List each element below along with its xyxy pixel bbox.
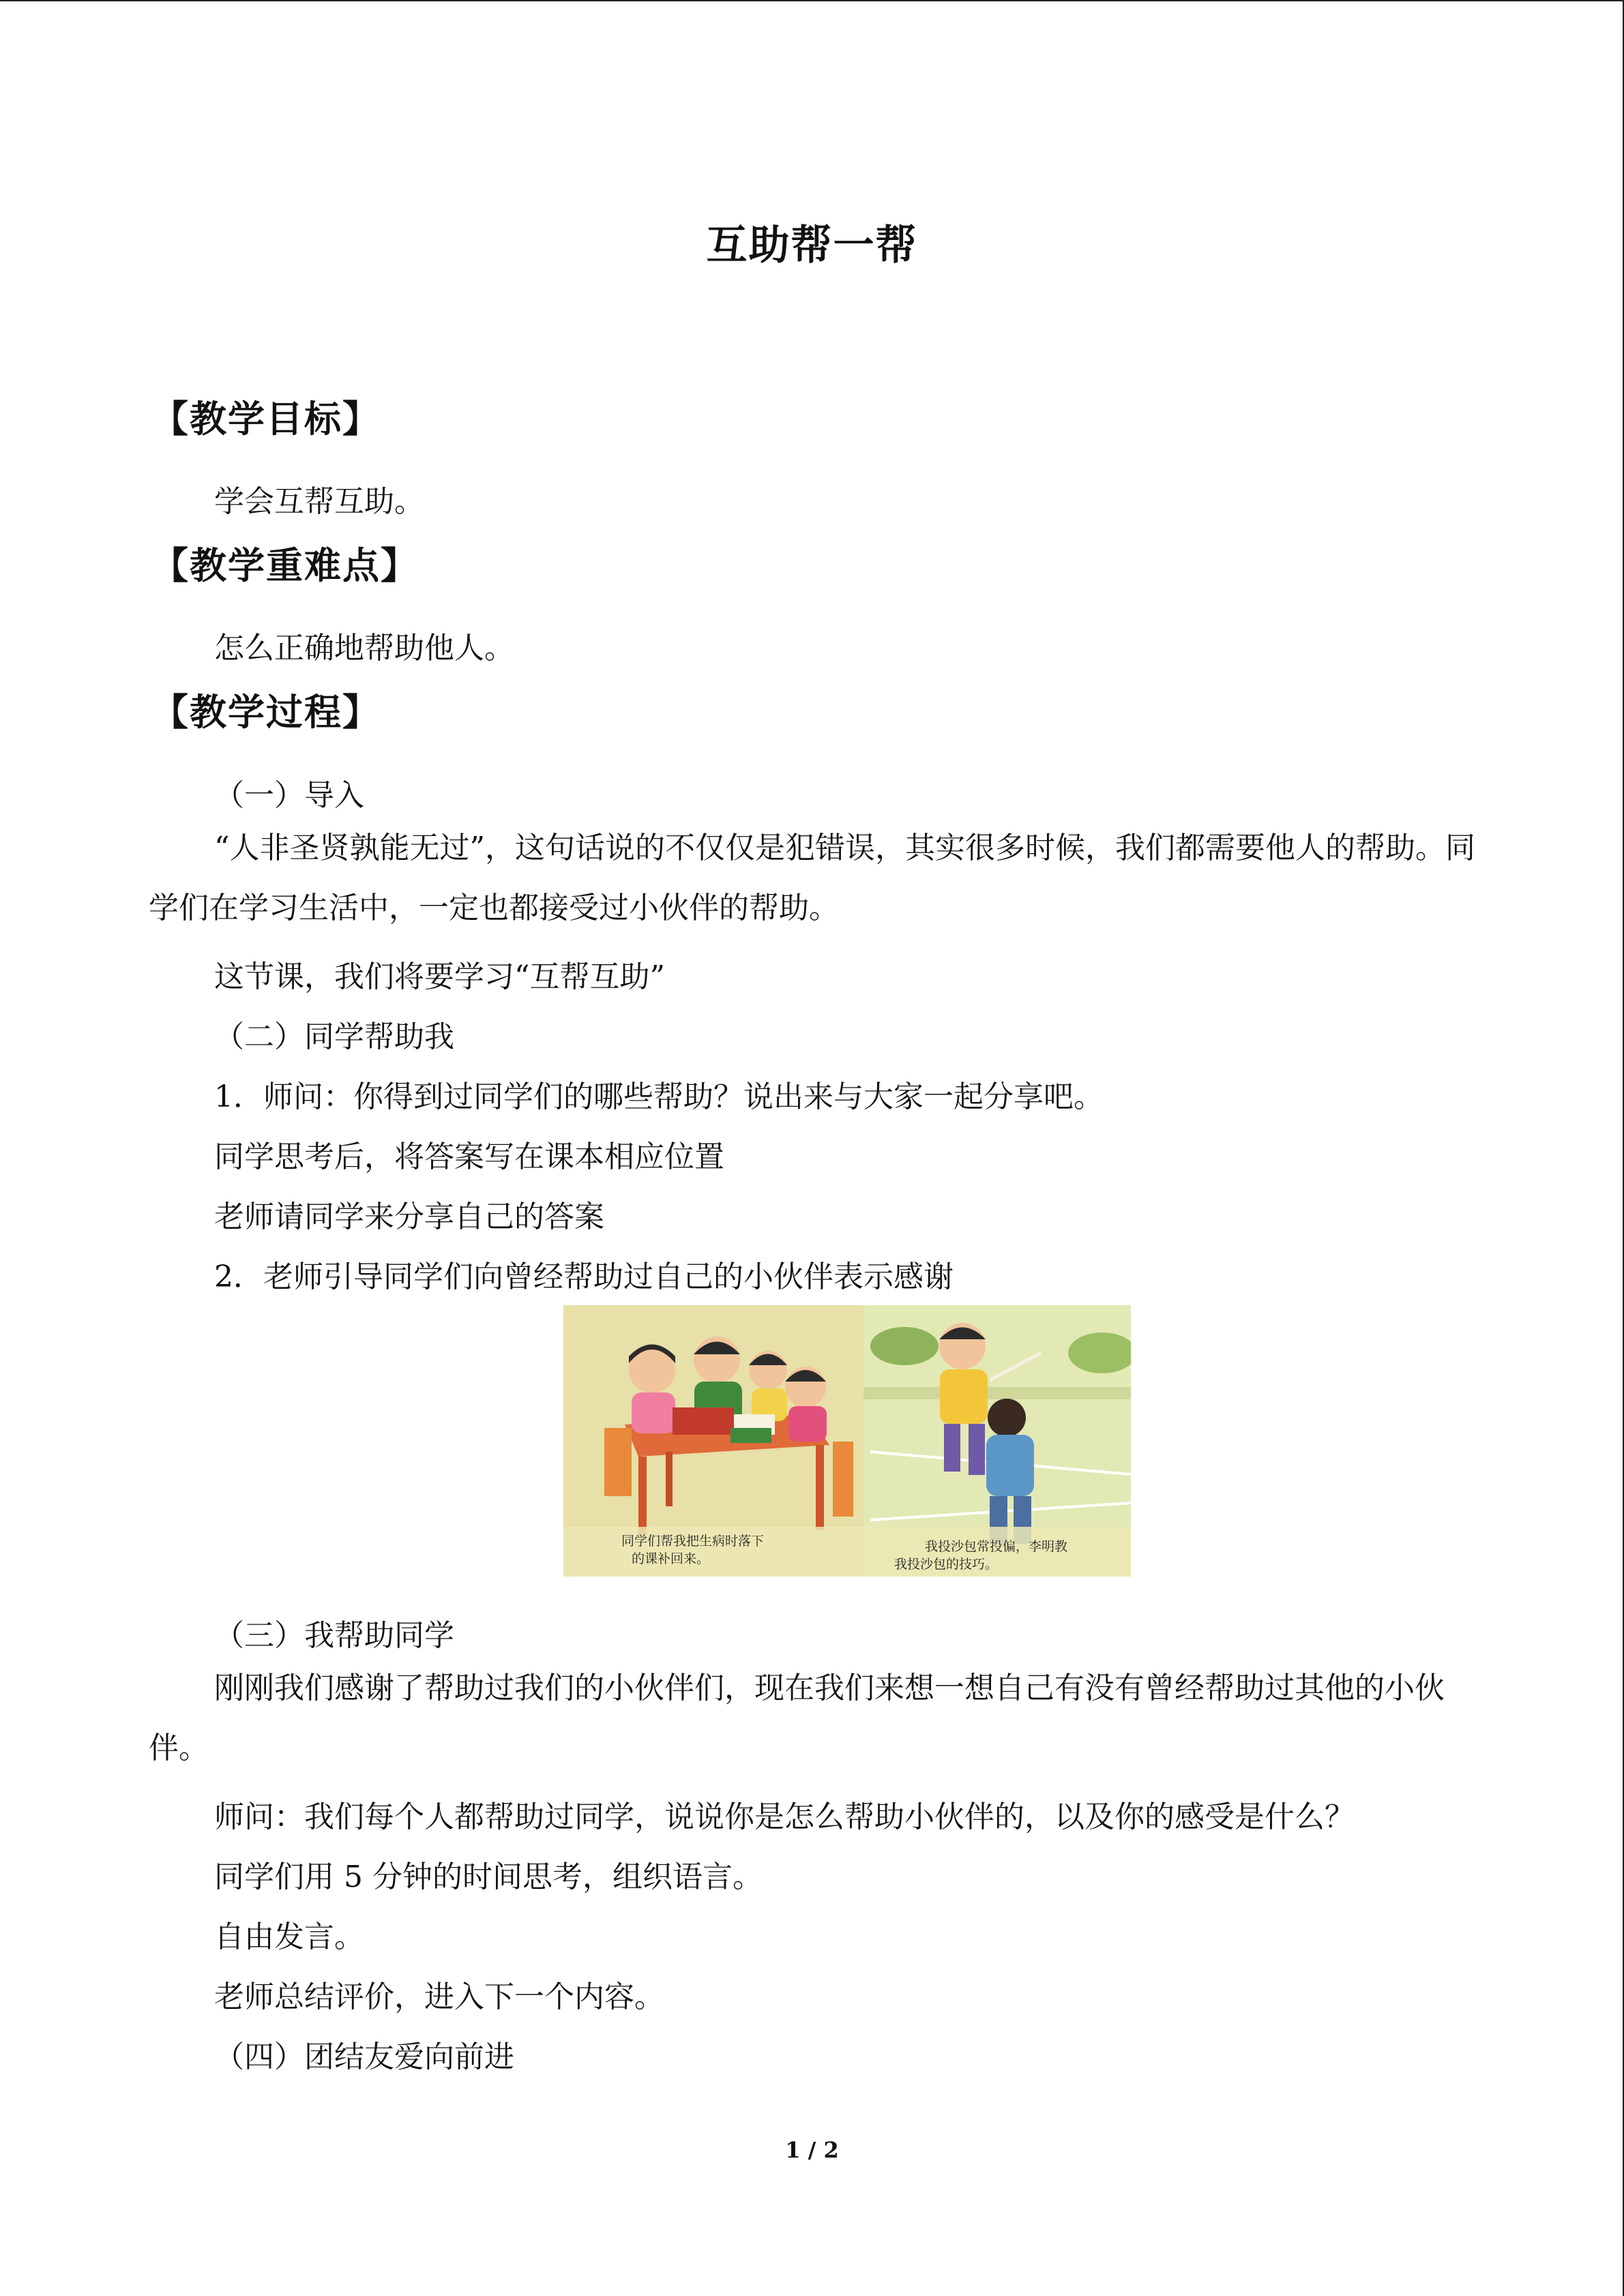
part3-paragraph: 刚刚我们感谢了帮助过我们的小伙伴们，现在我们来想一想自己有没有曾经帮助过其他的小伙伴。	[149, 1671, 1445, 1765]
part4-title: （四）团结友爱向前进	[214, 2040, 514, 2074]
caption-left-line1: 同学们帮我把生病时落下	[621, 1534, 765, 1549]
document-title: 互助帮一帮	[706, 222, 918, 269]
part1-title: （一）导入	[214, 778, 364, 813]
part3-line3: 自由发言。	[214, 1920, 364, 1954]
heading-teaching-process: 【教学过程】	[151, 691, 381, 734]
goal-text: 学会互帮互助。	[214, 484, 424, 519]
part3-line4: 老师总结评价，进入下一个内容。	[214, 1980, 664, 2014]
caption-right-line1: 我投沙包常投偏，李明教	[925, 1539, 1068, 1554]
heading-key-points: 【教学重难点】	[151, 544, 419, 587]
part2-line2: 老师请同学来分享自己的答案	[214, 1199, 604, 1234]
key-points-text: 怎么正确地帮助他人。	[214, 631, 514, 666]
part3-line1: 师问：我们每个人都帮助过同学，说说你是怎么帮助小伙伴的，以及你的感受是什么？	[214, 1800, 1355, 1834]
caption-left-line2: 的课补回来。	[632, 1551, 710, 1566]
part1-line2: 这节课，我们将要学习“互帮互助”	[214, 959, 665, 994]
part2-line1: 同学思考后，将答案写在课本相应位置	[214, 1139, 724, 1174]
caption-right-line2: 我投沙包的技巧。	[894, 1557, 999, 1572]
part2-item2: 2．老师引导同学们向曾经帮助过自己的小伙伴表示感谢	[214, 1259, 954, 1294]
page-number: 1 / 2	[785, 2137, 839, 2163]
part1-paragraph: “人非圣贤孰能无过”，这句话说的不仅仅是犯错误，其实很多时候，我们都需要他人的帮助。同学们在学习生活中，一定也都接受过小伙伴的帮助。	[149, 831, 1475, 925]
part3-title: （三）我帮助同学	[214, 1618, 454, 1653]
part2-title: （二）同学帮助我	[214, 1019, 454, 1054]
textbook-illustration	[563, 1305, 1131, 1577]
heading-teaching-goal: 【教学目标】	[151, 398, 381, 441]
part2-item1: 1．师问：你得到过同学们的哪些帮助？说出来与大家一起分享吧。	[214, 1079, 1104, 1114]
part3-line2: 同学们用 5 分钟的时间思考，组织语言。	[214, 1860, 763, 1894]
